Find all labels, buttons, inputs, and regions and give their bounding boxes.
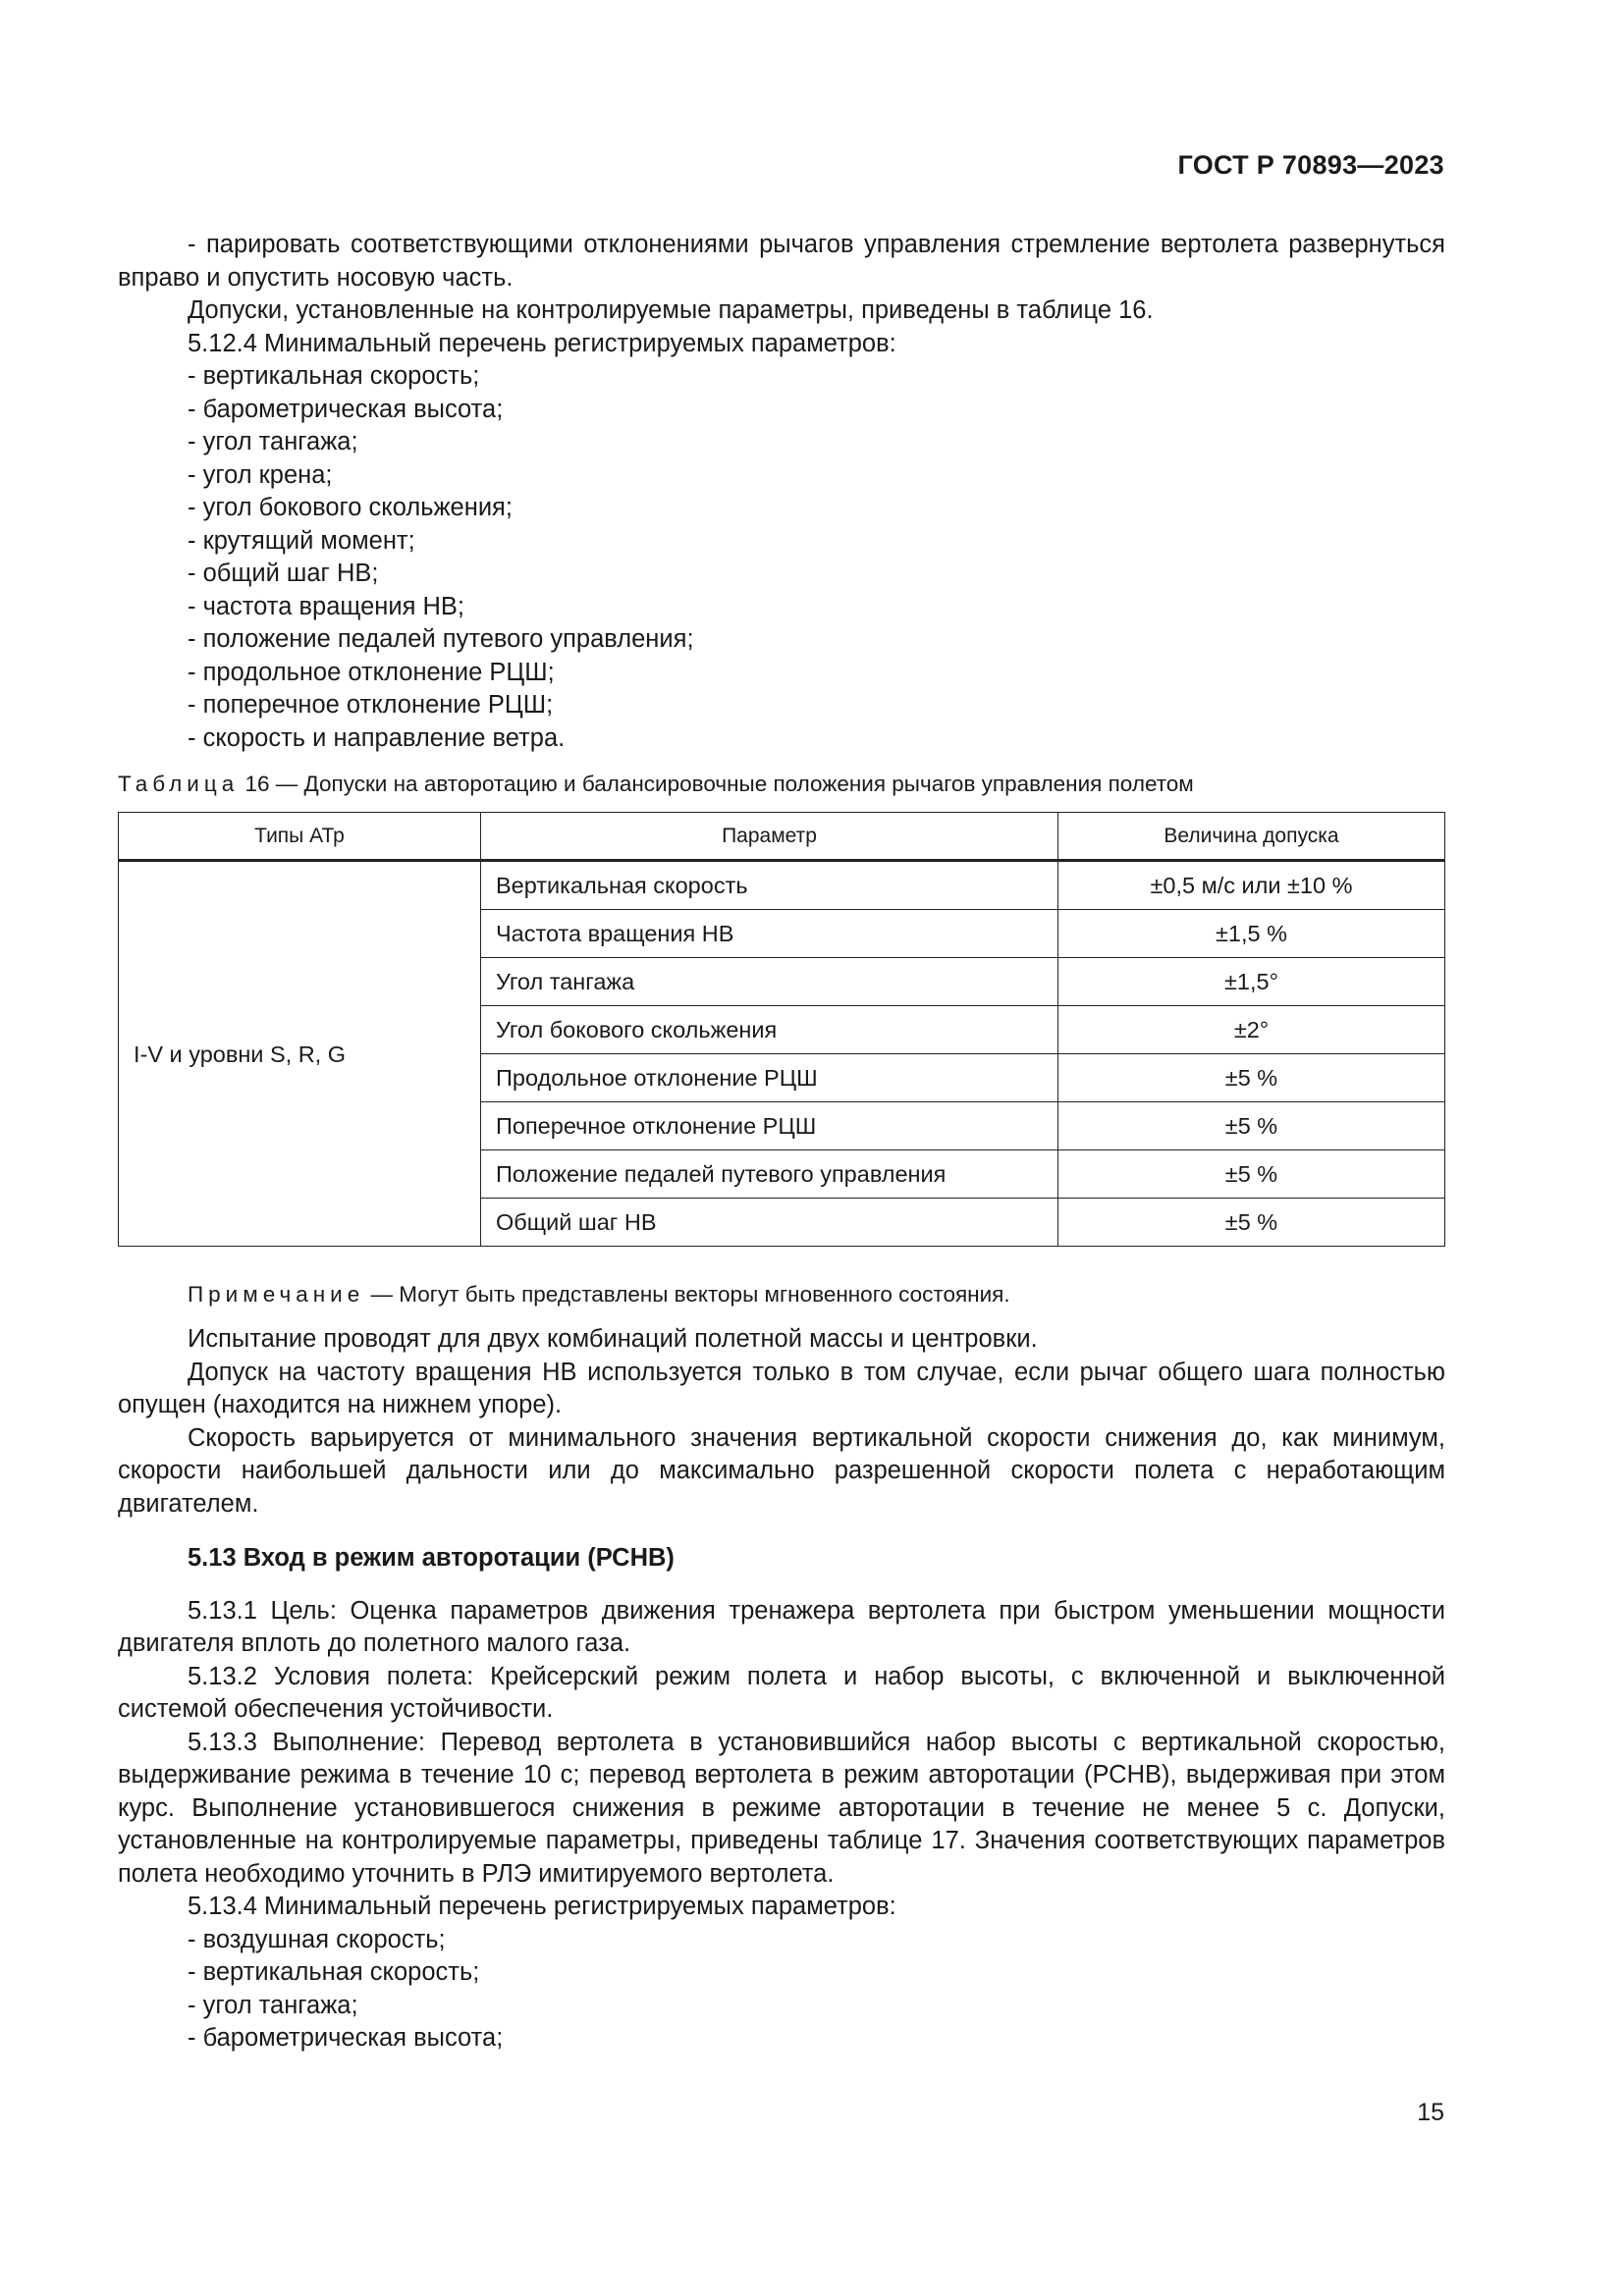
list-item: - угол бокового скольжения;: [188, 494, 513, 521]
type-cell: I-V и уровни S, R, G: [119, 861, 481, 1247]
list-item: - воздушная скорость;: [188, 1925, 446, 1953]
list-item: - частота вращения НВ;: [188, 592, 464, 620]
param-cell: Угол тангажа: [481, 958, 1058, 1006]
paragraph: Скорость варьируется от минимального значения вертикальной скорости снижения до, как минимум, скорости наибольшей дальности или до максимально разрешенной скорости полета с неработающим двигателем.: [118, 1423, 1445, 1518]
table-caption-label: Таблица: [118, 772, 240, 796]
list-item: - поперечное отклонение РЦШ;: [188, 691, 554, 719]
list-item: - положение педалей путевого управления;: [188, 625, 694, 653]
list-item: - вертикальная скорость;: [188, 1958, 480, 1986]
page-content: [118, 229, 1445, 2056]
param-cell: Угол бокового скольжения: [481, 1006, 1058, 1054]
param-cell: Продольное отклонение РЦШ: [481, 1054, 1058, 1102]
paragraph: 5.13.2 Условия полета: Крейсерский режим полета и набор высоты, с включенной и выключенной системой обеспечения устойчивости.: [118, 1662, 1445, 1723]
tolerance-cell: ±1,5°: [1058, 958, 1445, 1006]
param-cell: Поперечное отклонение РЦШ: [481, 1102, 1058, 1150]
paragraph: 5.12.4 Минимальный перечень регистрируемых параметров:: [188, 329, 896, 357]
list-item: - скорость и направление ветра.: [188, 723, 566, 752]
page-number: 15: [1417, 2099, 1444, 2126]
standard-code: ГОСТ Р 70893—2023: [1177, 150, 1444, 180]
tolerance-cell: ±2°: [1058, 1006, 1445, 1054]
paragraph: - парировать соответствующими отклонениями рычагов управления стремление вертолета развернуться вправо и опустить носовую часть.: [118, 231, 1445, 292]
list-item: - вертикальная скорость;: [188, 362, 480, 390]
registered-params-list-2: [118, 1924, 1445, 2056]
tolerance-cell: ±5 %: [1058, 1054, 1445, 1102]
column-header-type: Типы АТр: [119, 813, 481, 861]
list-item: - угол тангажа;: [188, 1991, 358, 2019]
tolerance-table: [118, 812, 1445, 1247]
paragraph: Допуски, установленные на контролируемые параметры, приведены в таблице 16.: [188, 296, 1154, 324]
tolerance-cell: ±0,5 м/с или ±10 %: [1058, 861, 1445, 910]
table-note: [118, 1280, 1445, 1309]
tolerance-cell: ±5 %: [1058, 1199, 1445, 1247]
list-item: - угол тангажа;: [188, 428, 358, 455]
column-header-tolerance: Величина допуска: [1058, 813, 1445, 861]
param-cell: Положение педалей путевого управления: [481, 1150, 1058, 1199]
list-item: - общий шаг НВ;: [188, 560, 379, 587]
tolerance-cell: ±5 %: [1058, 1150, 1445, 1199]
column-header-parameter: Параметр: [481, 813, 1058, 861]
paragraph: 5.13.3 Выполнение: Перевод вертолета в установившийся набор высоты с вертикальной скоростью, выдерживание режима в течение 10 с; перевод вертолета в режим авторотации (РСНВ), выдерживая при этом курс. Выполнение установившегося снижения в режиме авторотации в течение не менее 5 с. Допуски, установленные на контролируемые параметры, приведены таблице 17. Значения соответствующих параметров полета необходимо уточнить в РЛЭ имитируемого вертолета.: [118, 1728, 1445, 1888]
paragraph: 5.13.1 Цель: Оценка параметров движения тренажера вертолета при быстром уменьшении мощности двигателя вплоть до полетного малого газа.: [118, 1596, 1445, 1657]
list-item: - продольное отклонение РЦШ;: [188, 658, 555, 686]
param-cell: Общий шаг НВ: [481, 1199, 1058, 1247]
paragraph: 5.13.4 Минимальный перечень регистрируемых параметров:: [188, 1893, 896, 1920]
table-caption: [118, 770, 1445, 799]
section-heading: 5.13 Вход в режим авторотации (РСНВ): [188, 1544, 675, 1572]
note-label: Примечание: [188, 1282, 365, 1307]
list-item: - барометрическая высота;: [188, 2024, 504, 2052]
table-header-row: [119, 813, 1445, 861]
tolerance-cell: ±5 %: [1058, 1102, 1445, 1150]
table-caption-text: 16 — Допуски на авторотацию и балансировочные положения рычагов управления полетом: [244, 772, 1194, 796]
list-item: - угол крена;: [188, 460, 333, 489]
param-cell: Частота вращения НВ: [481, 910, 1058, 958]
registered-params-list: [118, 360, 1445, 755]
note-text: — Могут быть представлены векторы мгновенного состояния.: [364, 1282, 1010, 1307]
list-item: - крутящий момент;: [188, 526, 415, 555]
paragraph: Допуск на частоту вращения НВ используется только в том случае, если рычаг общего шага полностью опущен (находится на нижнем упоре).: [118, 1358, 1445, 1418]
list-item: - барометрическая высота;: [188, 395, 504, 423]
table-row: [119, 861, 1445, 910]
tolerance-cell: ±1,5 %: [1058, 910, 1445, 958]
param-cell: Вертикальная скорость: [481, 861, 1058, 910]
paragraph: Испытание проводят для двух комбинаций полетной массы и центровки.: [188, 1325, 1038, 1353]
